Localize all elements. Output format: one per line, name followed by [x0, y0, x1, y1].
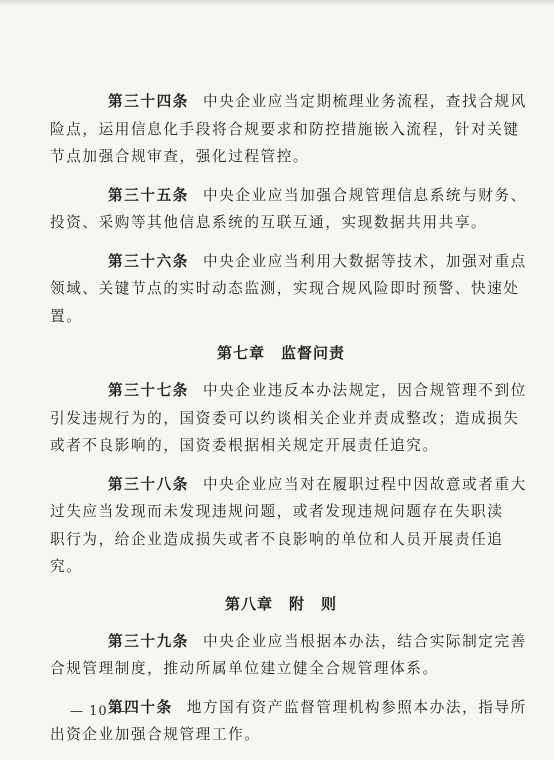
article-text: 过失应当发现而未发现违规问题，或者发现违规问题存在失职渎 — [50, 503, 504, 520]
chapter-title: 监督问责 — [281, 344, 346, 362]
page-top-edge — [0, 0, 554, 6]
article-number: 第四十条 — [108, 698, 173, 716]
chapter-number: 第七章 — [216, 344, 265, 362]
article-40 — [50, 694, 527, 749]
article-text: 投资、采购等其他信息系统的互联互通，实现数据共用共享。 — [50, 214, 488, 231]
article-text: 节点加强合规审查，强化过程管控。 — [50, 148, 310, 165]
article-text: 或者不良影响的，国资委根据相关规定开展责任追究。 — [50, 437, 439, 454]
chapter-heading — [50, 341, 512, 365]
article-text: 置。 — [50, 307, 83, 325]
article-text: 合规管理制度，推动所属单位建立健全合规管理体系。 — [50, 660, 439, 677]
article-35 — [50, 182, 527, 237]
article-text: 领域、关键节点的实时动态监测，实现合规风险即时预警、快速处 — [50, 280, 520, 297]
article-text: 中央企业应当对在履职过程中因故意或者重大 — [202, 475, 527, 493]
chapter-number: 第八章 — [224, 594, 273, 613]
article-39 — [50, 628, 527, 683]
article-text: 中央企业应当根据本办法，结合实际制定完善 — [202, 632, 527, 650]
article-text: 中央企业违反本办法规定，因合规管理不到位 — [202, 382, 527, 399]
article-number: 第三十九条 — [108, 632, 189, 650]
article-text: 地方国有资产监督管理机构参照本办法，指导所 — [186, 698, 527, 716]
article-text: 中央企业应当加强合规管理信息系统与财务、 — [202, 186, 527, 204]
article-number: 第三十六条 — [108, 252, 189, 270]
article-36 — [50, 248, 527, 331]
article-text: 究。 — [50, 558, 83, 575]
article-number: 第三十八条 — [108, 475, 189, 493]
page-number: — 10 — — [70, 704, 127, 719]
article-text: 出资企业加强合规管理工作。 — [50, 726, 261, 743]
article-text: 险点，运用信息化手段将合规要求和防控措施嵌入流程，针对关键 — [50, 120, 520, 138]
article-text: 引发违规行为的，国资委可以约谈相关企业并责成整改；造成损失 — [50, 409, 520, 427]
article-text: 中央企业应当利用大数据等技术，加强对重点 — [202, 252, 527, 270]
article-text: 职行为，给企业造成损失或者不良影响的单位和人员开展责任追 — [50, 530, 504, 548]
article-34 — [50, 88, 527, 171]
chapter-title: 附 则 — [289, 594, 338, 613]
article-number: 第三十五条 — [108, 186, 189, 204]
article-text: 中央企业应当定期梳理业务流程，查找合规风 — [202, 93, 527, 110]
article-number: 第三十七条 — [108, 382, 189, 399]
article-38 — [50, 471, 527, 581]
article-37 — [50, 377, 527, 460]
document-page — [50, 88, 527, 760]
chapter-heading — [50, 592, 512, 616]
article-number: 第三十四条 — [108, 93, 189, 110]
